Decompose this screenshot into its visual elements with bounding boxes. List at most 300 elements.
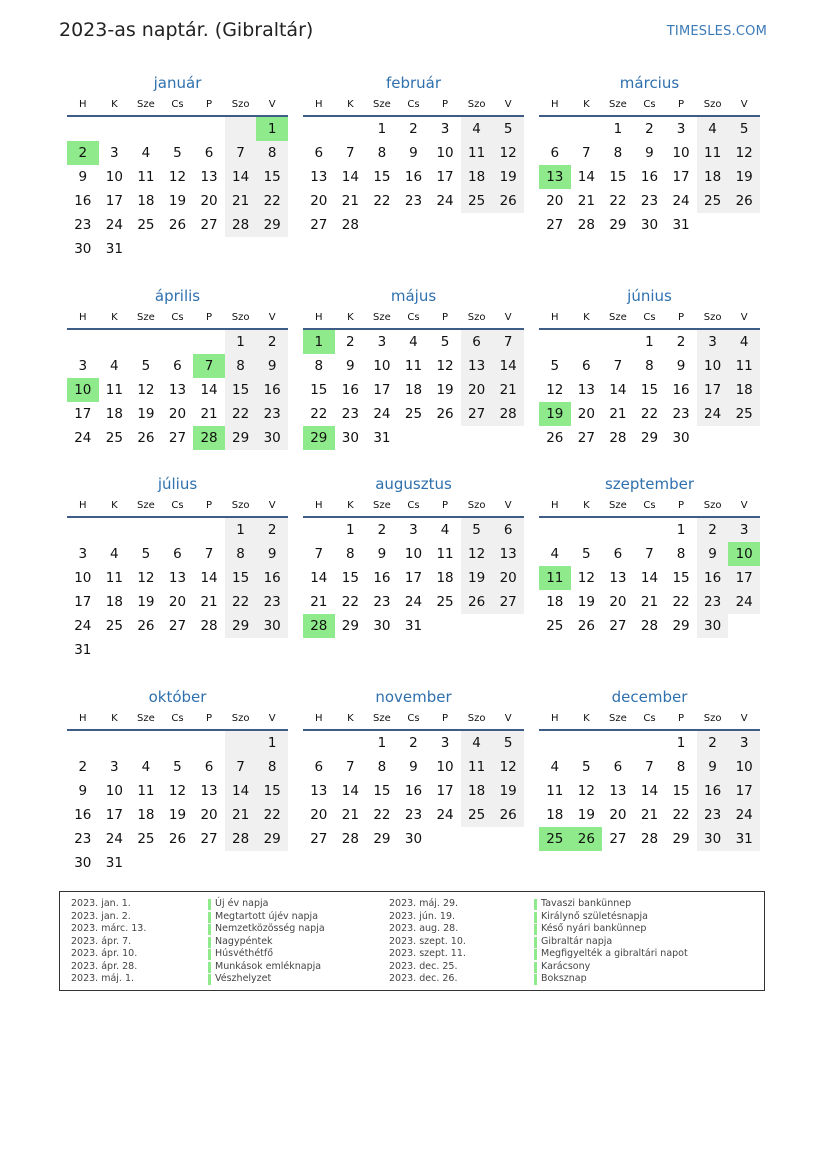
day-cell[interactable]: 6 [204,759,214,775]
day-cell[interactable]: 19 [168,193,187,209]
day-cell[interactable]: 13 [577,382,595,398]
day-cell[interactable]: 27 [168,430,187,446]
day-cell[interactable]: 2 [409,735,418,751]
day-cell[interactable]: 14 [577,169,595,185]
day-cell[interactable]: 7 [346,145,355,161]
day-cell[interactable]: 22 [672,594,690,610]
day-cell[interactable]: 23 [672,406,690,422]
day-cell[interactable]: 20 [200,193,218,209]
day-cell[interactable]: 18 [404,382,423,398]
day-cell[interactable]: 7 [314,546,324,562]
day-cell[interactable]: 1 [256,117,288,141]
day-cell[interactable]: 11 [461,141,493,165]
day-cell[interactable]: 2 [78,759,88,775]
day-cell[interactable]: 19 [492,779,524,803]
day-cell[interactable]: 23 [373,594,391,610]
day-cell[interactable]: 15 [225,566,257,590]
day-cell[interactable]: 16 [404,169,423,185]
day-cell[interactable]: 24 [436,807,454,823]
day-cell[interactable]: 16 [672,382,690,398]
day-cell[interactable]: 27 [200,217,218,233]
day-cell[interactable]: 3 [676,121,686,137]
day-cell[interactable]: 30 [404,831,423,847]
day-cell[interactable]: 25 [404,406,423,422]
day-cell[interactable]: 9 [256,354,288,378]
day-cell[interactable]: 5 [492,117,524,141]
day-cell[interactable]: 6 [550,145,560,161]
day-cell[interactable]: 9 [645,145,654,161]
day-cell[interactable]: 30 [74,855,92,871]
day-cell[interactable]: 11 [461,755,493,779]
day-cell[interactable]: 27 [492,590,524,614]
day-cell[interactable]: 30 [697,827,729,851]
day-cell[interactable]: 20 [609,594,627,610]
day-cell[interactable]: 1 [645,334,654,350]
day-cell[interactable]: 21 [609,406,627,422]
day-cell[interactable]: 22 [256,803,288,827]
day-cell[interactable]: 28 [341,217,359,233]
day-cell[interactable]: 30 [373,618,391,634]
day-cell[interactable]: 19 [461,566,493,590]
day-cell[interactable]: 25 [546,618,564,634]
day-cell[interactable]: 25 [697,189,729,213]
day-cell[interactable]: 11 [137,783,155,799]
day-cell[interactable]: 17 [74,594,92,610]
day-cell[interactable]: 18 [105,594,123,610]
day-cell[interactable]: 17 [436,169,454,185]
day-cell[interactable]: 31 [728,827,760,851]
day-cell[interactable]: 4 [697,117,729,141]
day-cell[interactable]: 25 [728,402,760,426]
day-cell[interactable]: 4 [409,334,418,350]
day-cell[interactable]: 11 [539,566,571,590]
day-cell[interactable]: 16 [373,570,391,586]
day-cell[interactable]: 11 [546,783,564,799]
day-cell[interactable]: 13 [168,570,187,586]
day-cell[interactable]: 14 [492,354,524,378]
day-cell[interactable]: 5 [173,759,182,775]
day-cell[interactable]: 3 [440,121,450,137]
day-cell[interactable]: 4 [110,546,119,562]
day-cell[interactable]: 10 [728,755,760,779]
day-cell[interactable]: 16 [74,193,92,209]
day-cell[interactable]: 16 [697,779,729,803]
day-cell[interactable]: 6 [173,546,182,562]
day-cell[interactable]: 15 [256,779,288,803]
day-cell[interactable]: 8 [377,759,387,775]
day-cell[interactable]: 24 [373,406,391,422]
day-cell[interactable]: 10 [697,354,729,378]
day-cell[interactable]: 21 [225,803,257,827]
day-cell[interactable]: 25 [461,189,493,213]
day-cell[interactable]: 25 [539,827,571,851]
day-cell[interactable]: 24 [105,217,123,233]
day-cell[interactable]: 1 [613,121,623,137]
day-cell[interactable]: 22 [256,189,288,213]
day-cell[interactable]: 20 [168,406,187,422]
day-cell[interactable]: 9 [409,145,418,161]
day-cell[interactable]: 20 [310,193,328,209]
day-cell[interactable]: 23 [404,193,423,209]
day-cell[interactable]: 12 [546,382,564,398]
day-cell[interactable]: 2 [697,518,729,542]
day-cell[interactable]: 31 [672,217,690,233]
day-cell[interactable]: 17 [436,783,454,799]
day-cell[interactable]: 24 [697,402,729,426]
day-cell[interactable]: 26 [492,803,524,827]
day-cell[interactable]: 3 [377,334,387,350]
day-cell[interactable]: 17 [728,566,760,590]
day-cell[interactable]: 10 [373,358,391,374]
day-cell[interactable]: 26 [168,217,187,233]
day-cell[interactable]: 22 [341,594,359,610]
day-cell[interactable]: 20 [461,378,493,402]
day-cell[interactable]: 19 [577,594,595,610]
day-cell[interactable]: 22 [310,406,328,422]
day-cell[interactable]: 9 [697,755,729,779]
day-cell[interactable]: 15 [672,783,690,799]
day-cell[interactable]: 12 [577,570,595,586]
day-cell[interactable]: 22 [373,193,391,209]
day-cell[interactable]: 16 [256,378,288,402]
day-cell[interactable]: 27 [577,430,595,446]
day-cell[interactable]: 16 [256,566,288,590]
day-cell[interactable]: 25 [137,831,155,847]
day-cell[interactable]: 20 [609,807,627,823]
day-cell[interactable]: 25 [436,594,454,610]
day-cell[interactable]: 1 [256,731,288,755]
day-cell[interactable]: 20 [577,406,595,422]
day-cell[interactable]: 19 [539,402,571,426]
day-cell[interactable]: 12 [728,141,760,165]
day-cell[interactable]: 10 [436,145,454,161]
day-cell[interactable]: 3 [78,358,88,374]
day-cell[interactable]: 21 [200,406,218,422]
day-cell[interactable]: 2 [256,330,288,354]
day-cell[interactable]: 10 [728,542,760,566]
day-cell[interactable]: 6 [613,546,623,562]
day-cell[interactable]: 29 [225,614,257,638]
day-cell[interactable]: 10 [404,546,423,562]
day-cell[interactable]: 9 [409,759,418,775]
day-cell[interactable]: 18 [137,193,155,209]
day-cell[interactable]: 29 [303,426,335,450]
day-cell[interactable]: 20 [168,594,187,610]
day-cell[interactable]: 19 [168,807,187,823]
day-cell[interactable]: 30 [640,217,659,233]
day-cell[interactable]: 6 [613,759,623,775]
day-cell[interactable]: 1 [676,522,686,538]
day-cell[interactable]: 14 [200,382,218,398]
day-cell[interactable]: 8 [346,546,355,562]
day-cell[interactable]: 16 [341,382,359,398]
day-cell[interactable]: 7 [193,354,225,378]
day-cell[interactable]: 25 [137,217,155,233]
day-cell[interactable]: 30 [697,614,729,638]
day-cell[interactable]: 10 [105,783,123,799]
day-cell[interactable]: 13 [461,354,493,378]
day-cell[interactable]: 13 [539,165,571,189]
day-cell[interactable]: 28 [225,213,257,237]
day-cell[interactable]: 15 [310,382,328,398]
day-cell[interactable]: 9 [676,358,686,374]
day-cell[interactable]: 13 [200,783,218,799]
day-cell[interactable]: 29 [672,618,690,634]
day-cell[interactable]: 16 [697,566,729,590]
day-cell[interactable]: 3 [697,330,729,354]
day-cell[interactable]: 26 [436,406,454,422]
day-cell[interactable]: 29 [341,618,359,634]
day-cell[interactable]: 22 [640,406,659,422]
day-cell[interactable]: 16 [74,807,92,823]
day-cell[interactable]: 27 [609,618,627,634]
day-cell[interactable]: 9 [697,542,729,566]
day-cell[interactable]: 20 [546,193,564,209]
day-cell[interactable]: 28 [640,831,659,847]
day-cell[interactable]: 1 [377,735,387,751]
day-cell[interactable]: 15 [373,169,391,185]
day-cell[interactable]: 28 [492,402,524,426]
day-cell[interactable]: 29 [256,827,288,851]
day-cell[interactable]: 29 [256,213,288,237]
day-cell[interactable]: 4 [728,330,760,354]
day-cell[interactable]: 26 [546,430,564,446]
day-cell[interactable]: 5 [582,546,591,562]
brand-link[interactable]: TIMESLES.COM [666,24,767,39]
day-cell[interactable]: 31 [105,855,123,871]
day-cell[interactable]: 5 [461,518,493,542]
day-cell[interactable]: 5 [141,358,151,374]
day-cell[interactable]: 4 [110,358,119,374]
day-cell[interactable]: 16 [640,169,659,185]
day-cell[interactable]: 29 [373,831,391,847]
day-cell[interactable]: 12 [137,382,155,398]
day-cell[interactable]: 27 [461,402,493,426]
day-cell[interactable]: 24 [74,430,92,446]
day-cell[interactable]: 12 [168,783,187,799]
day-cell[interactable]: 21 [225,189,257,213]
day-cell[interactable]: 18 [105,406,123,422]
day-cell[interactable]: 18 [728,378,760,402]
day-cell[interactable]: 26 [577,618,595,634]
day-cell[interactable]: 8 [225,542,257,566]
day-cell[interactable]: 8 [676,546,686,562]
day-cell[interactable]: 25 [105,618,123,634]
day-cell[interactable]: 6 [204,145,214,161]
day-cell[interactable]: 5 [173,145,182,161]
day-cell[interactable]: 26 [492,189,524,213]
day-cell[interactable]: 7 [346,759,355,775]
day-cell[interactable]: 8 [676,759,686,775]
day-cell[interactable]: 7 [204,546,214,562]
day-cell[interactable]: 17 [105,193,123,209]
day-cell[interactable]: 12 [461,542,493,566]
day-cell[interactable]: 17 [697,378,729,402]
day-cell[interactable]: 14 [310,570,328,586]
day-cell[interactable]: 24 [436,193,454,209]
day-cell[interactable]: 27 [546,217,564,233]
day-cell[interactable]: 2 [409,121,418,137]
day-cell[interactable]: 23 [256,590,288,614]
day-cell[interactable]: 24 [728,590,760,614]
day-cell[interactable]: 18 [461,165,493,189]
day-cell[interactable]: 29 [640,430,659,446]
day-cell[interactable]: 2 [67,141,99,165]
day-cell[interactable]: 21 [310,594,328,610]
day-cell[interactable]: 22 [225,590,257,614]
day-cell[interactable]: 13 [609,570,627,586]
day-cell[interactable]: 12 [137,570,155,586]
day-cell[interactable]: 18 [137,807,155,823]
day-cell[interactable]: 19 [436,382,454,398]
day-cell[interactable]: 28 [303,614,335,638]
day-cell[interactable]: 27 [310,831,328,847]
day-cell[interactable]: 23 [697,590,729,614]
day-cell[interactable]: 15 [373,783,391,799]
day-cell[interactable]: 15 [609,169,627,185]
day-cell[interactable]: 21 [341,193,359,209]
day-cell[interactable]: 7 [645,759,654,775]
day-cell[interactable]: 30 [341,430,359,446]
day-cell[interactable]: 23 [341,406,359,422]
day-cell[interactable]: 27 [310,217,328,233]
day-cell[interactable]: 6 [314,145,324,161]
day-cell[interactable]: 21 [492,378,524,402]
day-cell[interactable]: 10 [67,378,99,402]
day-cell[interactable]: 13 [168,382,187,398]
day-cell[interactable]: 12 [577,783,595,799]
day-cell[interactable]: 11 [436,546,454,562]
day-cell[interactable]: 24 [74,618,92,634]
day-cell[interactable]: 12 [492,141,524,165]
day-cell[interactable]: 2 [697,731,729,755]
day-cell[interactable]: 14 [200,570,218,586]
day-cell[interactable]: 14 [609,382,627,398]
day-cell[interactable]: 5 [440,334,450,350]
day-cell[interactable]: 1 [676,735,686,751]
day-cell[interactable]: 7 [613,358,623,374]
day-cell[interactable]: 30 [256,614,288,638]
day-cell[interactable]: 20 [492,566,524,590]
day-cell[interactable]: 10 [105,169,123,185]
day-cell[interactable]: 26 [137,430,155,446]
day-cell[interactable]: 17 [105,807,123,823]
day-cell[interactable]: 31 [105,241,123,257]
day-cell[interactable]: 5 [492,731,524,755]
day-cell[interactable]: 2 [256,518,288,542]
day-cell[interactable]: 8 [256,141,288,165]
day-cell[interactable]: 25 [461,803,493,827]
day-cell[interactable]: 17 [728,779,760,803]
day-cell[interactable]: 15 [225,378,257,402]
day-cell[interactable]: 21 [577,193,595,209]
day-cell[interactable]: 8 [377,145,387,161]
day-cell[interactable]: 13 [492,542,524,566]
day-cell[interactable]: 19 [492,165,524,189]
day-cell[interactable]: 7 [225,755,257,779]
day-cell[interactable]: 30 [74,241,92,257]
day-cell[interactable]: 10 [672,145,690,161]
day-cell[interactable]: 12 [436,358,454,374]
day-cell[interactable]: 24 [404,594,423,610]
day-cell[interactable]: 13 [200,169,218,185]
day-cell[interactable]: 7 [225,141,257,165]
day-cell[interactable]: 27 [609,831,627,847]
day-cell[interactable]: 17 [672,169,690,185]
day-cell[interactable]: 13 [310,783,328,799]
day-cell[interactable]: 4 [550,546,560,562]
day-cell[interactable]: 3 [728,731,760,755]
day-cell[interactable]: 5 [550,358,560,374]
day-cell[interactable]: 11 [105,570,123,586]
day-cell[interactable]: 18 [697,165,729,189]
day-cell[interactable]: 30 [672,430,690,446]
day-cell[interactable]: 18 [546,594,564,610]
day-cell[interactable]: 27 [168,618,187,634]
day-cell[interactable]: 15 [640,382,659,398]
day-cell[interactable]: 14 [341,783,359,799]
day-cell[interactable]: 14 [341,169,359,185]
day-cell[interactable]: 1 [225,518,257,542]
day-cell[interactable]: 19 [137,406,155,422]
day-cell[interactable]: 28 [577,217,595,233]
day-cell[interactable]: 6 [461,330,493,354]
day-cell[interactable]: 3 [440,735,450,751]
day-cell[interactable]: 21 [640,807,659,823]
day-cell[interactable]: 14 [225,165,257,189]
day-cell[interactable]: 3 [78,546,88,562]
day-cell[interactable]: 15 [341,570,359,586]
day-cell[interactable]: 31 [74,642,92,658]
day-cell[interactable]: 8 [225,354,257,378]
day-cell[interactable]: 22 [373,807,391,823]
day-cell[interactable]: 23 [404,807,423,823]
day-cell[interactable]: 8 [645,358,654,374]
day-cell[interactable]: 6 [314,759,324,775]
day-cell[interactable]: 18 [436,570,454,586]
day-cell[interactable]: 23 [697,803,729,827]
day-cell[interactable]: 3 [728,518,760,542]
day-cell[interactable]: 10 [436,759,454,775]
day-cell[interactable]: 9 [346,358,355,374]
day-cell[interactable]: 26 [728,189,760,213]
day-cell[interactable]: 17 [404,570,423,586]
day-cell[interactable]: 8 [314,358,324,374]
day-cell[interactable]: 22 [672,807,690,823]
day-cell[interactable]: 5 [141,546,151,562]
day-cell[interactable]: 7 [582,145,591,161]
day-cell[interactable]: 1 [303,330,335,354]
day-cell[interactable]: 7 [645,546,654,562]
day-cell[interactable]: 12 [168,169,187,185]
day-cell[interactable]: 8 [256,755,288,779]
day-cell[interactable]: 9 [256,542,288,566]
day-cell[interactable]: 26 [461,590,493,614]
day-cell[interactable]: 10 [74,570,92,586]
day-cell[interactable]: 13 [310,169,328,185]
day-cell[interactable]: 4 [461,117,493,141]
day-cell[interactable]: 2 [377,522,387,538]
day-cell[interactable]: 6 [492,518,524,542]
day-cell[interactable]: 29 [672,831,690,847]
day-cell[interactable]: 21 [640,594,659,610]
day-cell[interactable]: 28 [609,430,627,446]
day-cell[interactable]: 19 [137,594,155,610]
day-cell[interactable]: 17 [74,406,92,422]
day-cell[interactable]: 2 [346,334,355,350]
day-cell[interactable]: 8 [613,145,623,161]
day-cell[interactable]: 17 [373,382,391,398]
